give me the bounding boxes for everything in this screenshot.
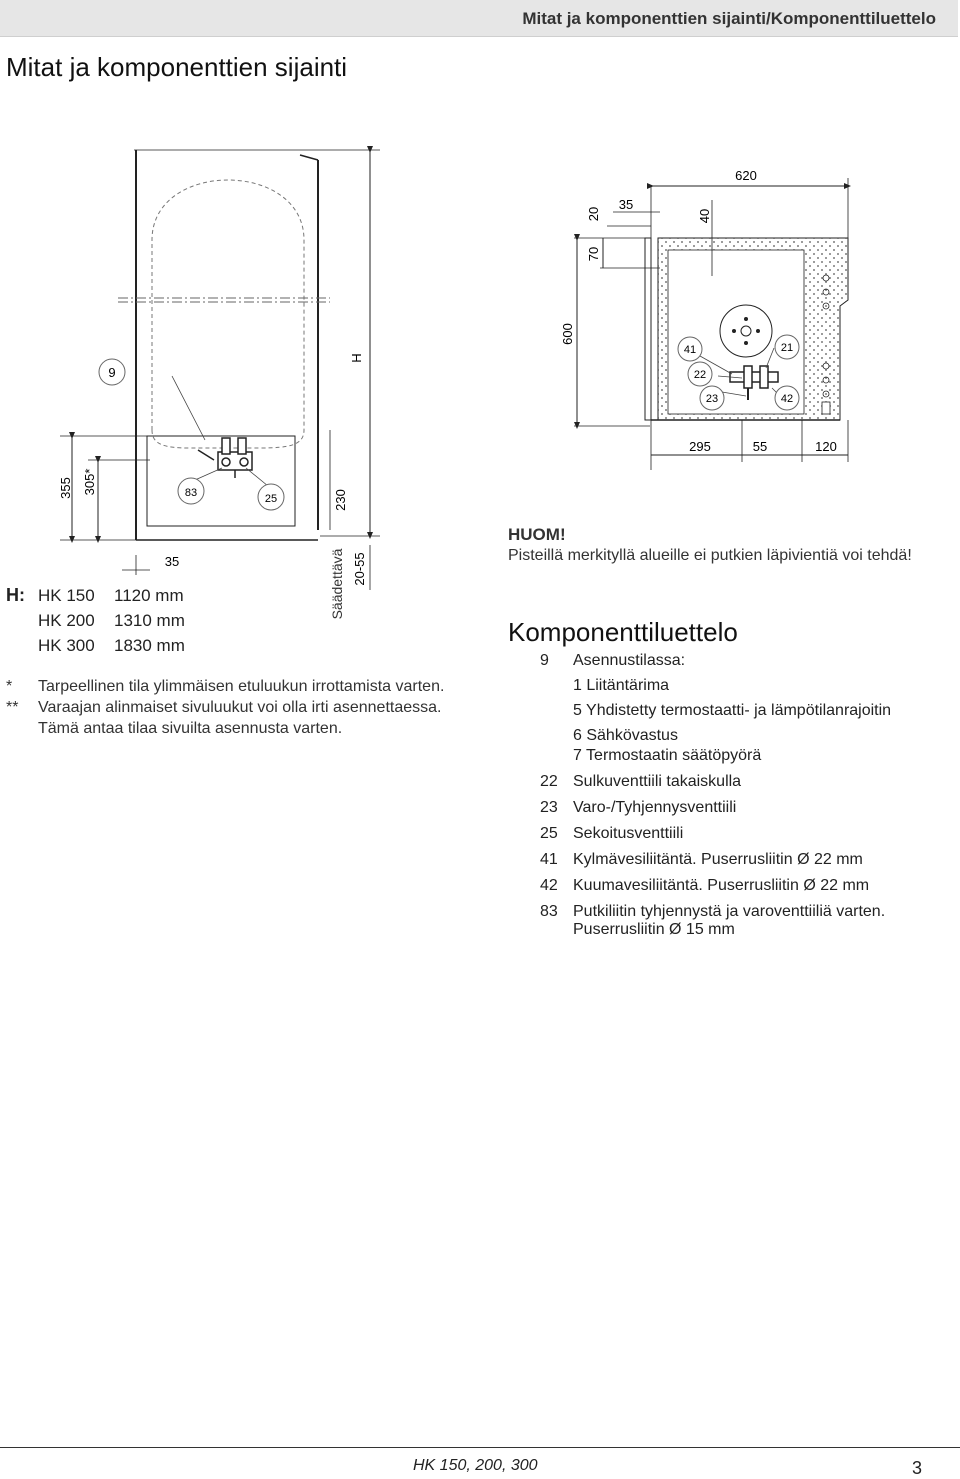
callout-25 xyxy=(258,484,284,510)
dim-620: 620 xyxy=(735,168,757,183)
note-box xyxy=(508,524,912,566)
list-item xyxy=(540,799,891,817)
list-item xyxy=(540,747,891,765)
height-label: H: xyxy=(6,585,25,605)
svg-text:42: 42 xyxy=(780,393,794,405)
item-number xyxy=(540,727,573,745)
height-value: 1830 mm xyxy=(114,636,185,655)
callout-23 xyxy=(700,386,724,410)
component-list xyxy=(540,652,891,939)
list-item xyxy=(540,877,891,895)
note-title: HUOM! xyxy=(508,525,566,544)
list-item xyxy=(540,702,891,720)
dim-adjustable-label: Säädettävä xyxy=(329,548,345,620)
dim-120: 120 xyxy=(815,439,837,454)
height-model: HK 200 xyxy=(38,611,95,630)
dim-35-top: 35 xyxy=(618,197,634,212)
footnote-text: Tarpeellinen tila ylimmäisen etuluukun irrottamista varten. xyxy=(38,678,445,695)
item-number xyxy=(540,677,573,695)
page-number: 3 xyxy=(912,1458,923,1478)
footnote xyxy=(6,676,444,697)
front-view xyxy=(58,150,380,619)
item-number: 83 xyxy=(540,903,558,920)
item-text: Sulkuventtiili takaiskulla xyxy=(573,773,742,790)
dim-55: 55 xyxy=(752,439,768,454)
dim-230: 230 xyxy=(333,489,348,511)
item-text: 1 Liitäntärima xyxy=(573,677,670,694)
footnote xyxy=(6,697,444,718)
svg-text:25: 25 xyxy=(264,493,278,505)
component-list-heading: Komponenttiluettelo xyxy=(508,617,738,647)
item-number xyxy=(540,747,573,765)
footnote-text: Varaajan alinmaiset sivuluukut voi olla irti asennettaessa. xyxy=(38,699,442,716)
height-row xyxy=(6,583,185,608)
dim-355: 355 xyxy=(58,477,73,499)
item-text: Varo-/Tyhjennysventtiili xyxy=(573,799,737,816)
item-number: 41 xyxy=(540,851,558,868)
top-view xyxy=(560,168,848,470)
front-valve-assembly xyxy=(198,438,252,478)
footer-title: HK 150, 200, 300 xyxy=(413,1457,538,1474)
dim-20-55: 20-55 xyxy=(352,552,367,586)
dim-40: 40 xyxy=(697,208,712,224)
list-item xyxy=(540,677,891,695)
svg-text:22: 22 xyxy=(693,369,707,381)
svg-text:23: 23 xyxy=(705,393,719,405)
callout-9 xyxy=(99,359,125,385)
running-title: Mitat ja komponenttien sijainti/Komponenttiluettelo xyxy=(522,9,936,28)
item-text: 5 Yhdistetty termostaatti- ja lämpötilanrajoitin xyxy=(573,702,892,719)
item-text-line: Puserrusliitin Ø 15 mm xyxy=(573,921,735,938)
dim-20: 20 xyxy=(586,206,601,222)
svg-text:9: 9 xyxy=(108,365,116,380)
page-title: Mitat ja komponenttien sijainti xyxy=(6,52,348,82)
footnote-continuation: Tämä antaa tilaa sivuilta asennusta varten. xyxy=(38,720,343,737)
item-text: 6 Sähkövastus xyxy=(573,727,678,744)
item-text: Kylmävesiliitäntä. Puserrusliitin Ø 22 mm xyxy=(573,851,863,868)
list-item xyxy=(540,851,891,869)
callout-22 xyxy=(688,362,712,386)
dim-600: 600 xyxy=(560,323,575,345)
dim-35: 35 xyxy=(164,554,180,569)
item-text xyxy=(573,903,885,939)
item-number: 9 xyxy=(540,652,549,669)
dim-295: 295 xyxy=(689,439,711,454)
height-value: 1310 mm xyxy=(114,611,185,630)
note-body: Pisteillä merkityllä alueille ei putkien läpivientiä voi tehdä! xyxy=(508,547,912,564)
svg-text:41: 41 xyxy=(683,344,697,356)
item-text: Kuumavesiliitäntä. Puserrusliitin Ø 22 mm xyxy=(573,877,870,894)
dim-70: 70 xyxy=(586,246,601,262)
height-value: 1120 mm xyxy=(114,586,184,605)
list-item xyxy=(540,903,891,939)
height-model: HK 300 xyxy=(38,636,95,655)
item-number: 23 xyxy=(540,799,558,816)
footnotes xyxy=(6,676,444,739)
item-number: 42 xyxy=(540,877,558,894)
list-item xyxy=(540,652,891,670)
item-number: 22 xyxy=(540,773,558,790)
callout-42 xyxy=(775,386,799,410)
footnote-mark: ** xyxy=(6,699,19,716)
callout-21 xyxy=(775,335,799,359)
height-model: HK 150 xyxy=(38,586,95,605)
callout-41 xyxy=(678,337,702,361)
height-table xyxy=(6,583,185,658)
item-text: Asennustilassa: xyxy=(573,652,686,669)
svg-text:21: 21 xyxy=(780,342,794,354)
item-number: 25 xyxy=(540,825,558,842)
list-item xyxy=(540,773,891,791)
top-view-heater-flange xyxy=(720,305,772,357)
list-item xyxy=(540,727,891,745)
footnote-mark: * xyxy=(6,678,13,695)
footer-rule xyxy=(0,1447,960,1448)
header-bar xyxy=(0,0,958,37)
height-row xyxy=(6,633,185,658)
item-text: 7 Termostaatin säätöpyörä xyxy=(573,747,762,764)
item-text: Sekoitusventtiili xyxy=(573,825,684,842)
svg-text:83: 83 xyxy=(184,487,198,499)
list-item xyxy=(540,825,891,843)
item-text-line: Putkiliitin tyhjennystä ja varoventtiiliä varten. xyxy=(573,903,886,920)
item-number xyxy=(540,702,573,720)
dim-305: 305* xyxy=(82,468,97,496)
height-row xyxy=(6,608,185,633)
dim-h: H xyxy=(349,353,364,363)
callout-83 xyxy=(178,478,204,504)
